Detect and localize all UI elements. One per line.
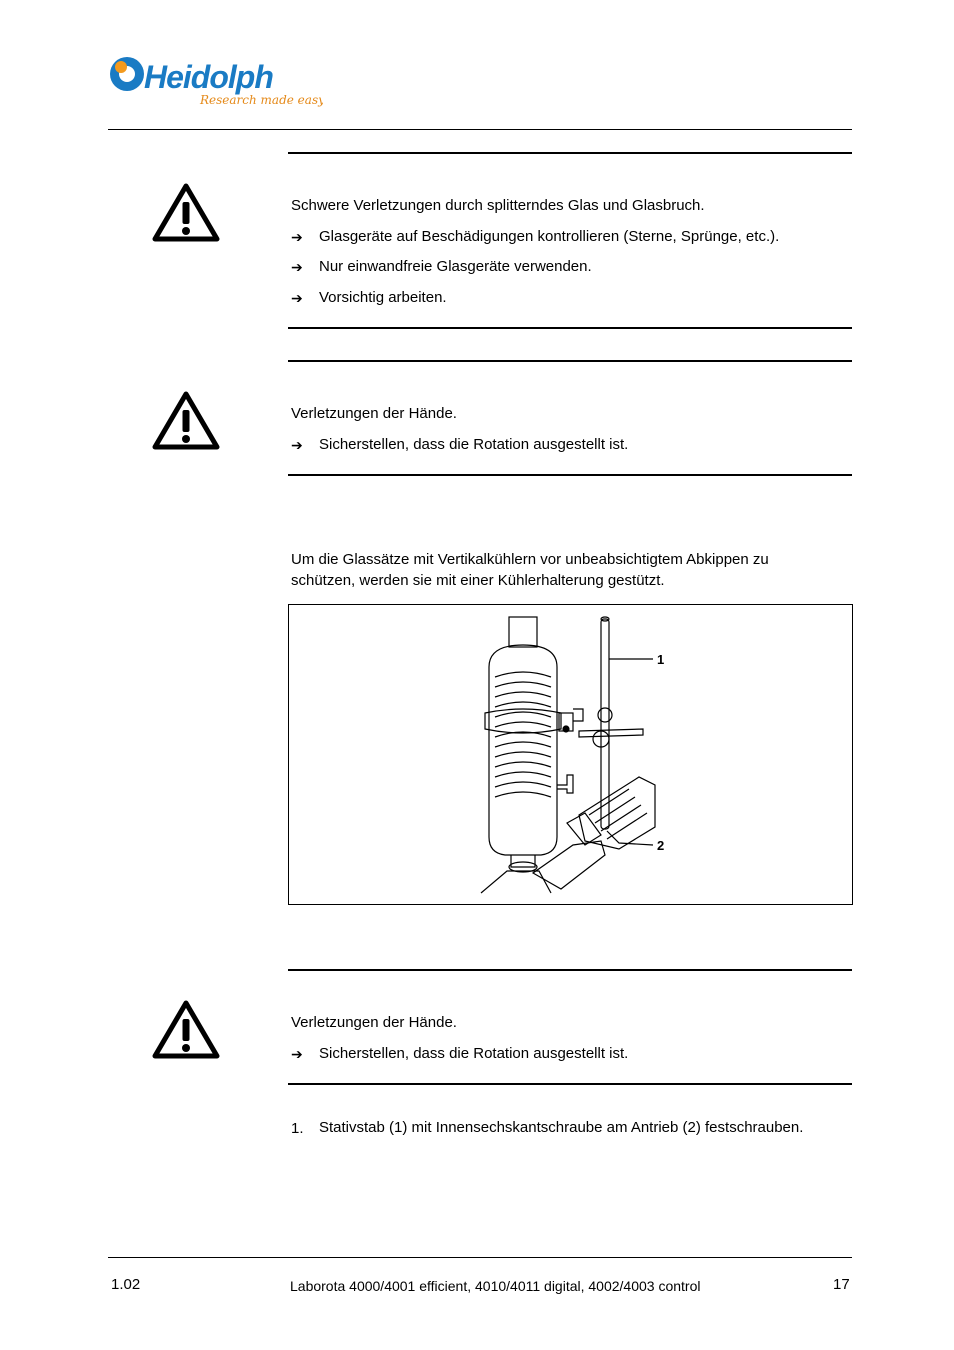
- warning-2-bottom-rule: [288, 474, 852, 476]
- warning-3-bottom-rule: [288, 1083, 852, 1085]
- warning-triangle-icon: [152, 390, 220, 450]
- callout-2-label: 2: [657, 838, 665, 853]
- header-divider: [108, 129, 852, 130]
- arrow-bullet-icon: ➔: [291, 259, 303, 275]
- warning-1-bullet-3: Vorsichtig arbeiten.: [319, 289, 447, 306]
- warning-triangle-icon: [152, 999, 220, 1059]
- intro-line-1: Um die Glassätze mit Vertikalkühlern vor unbeabsichtigtem Abkippen zu: [291, 551, 769, 568]
- warning-1-bullet-1: Glasgeräte auf Beschädigungen kontrollieren (Sterne, Sprünge, etc.).: [319, 228, 780, 245]
- warning-2-text: Verletzungen der Hände.: [291, 405, 457, 422]
- arrow-bullet-icon: ➔: [291, 437, 303, 453]
- warning-1-top-rule: [288, 152, 852, 154]
- step-1-text: Stativstab (1) mit Innensechskantschraube am Antrieb (2) festschrauben.: [319, 1119, 804, 1136]
- warning-3-text: Verletzungen der Hände.: [291, 1014, 457, 1031]
- warning-2-top-rule: [288, 360, 852, 362]
- arrow-bullet-icon: ➔: [291, 229, 303, 245]
- svg-text:Research made easy: Research made easy: [200, 93, 323, 107]
- arrow-bullet-icon: ➔: [291, 290, 303, 306]
- arrow-bullet-icon: ➔: [291, 1046, 303, 1062]
- condenser-holder-figure: [288, 604, 853, 905]
- heidolph-logo: [108, 50, 323, 112]
- warning-3-bullet-1: Sicherstellen, dass die Rotation ausgestellt ist.: [319, 1045, 629, 1062]
- footer-page-number: 17: [833, 1276, 850, 1293]
- step-1-number: 1.: [291, 1120, 304, 1137]
- warning-1-bullet-2: Nur einwandfreie Glasgeräte verwenden.: [319, 258, 592, 275]
- footer-product: Laborota 4000/4001 efficient, 4010/4011 digital, 4002/4003 control: [290, 1278, 701, 1294]
- warning-3-top-rule: [288, 969, 852, 971]
- callout-1-label: 1: [657, 652, 665, 667]
- warning-1-bottom-rule: [288, 327, 852, 329]
- warning-triangle-icon: [152, 182, 220, 242]
- svg-text:Heidolph: Heidolph: [144, 59, 273, 95]
- footer-divider: [108, 1257, 852, 1258]
- warning-1-text: Schwere Verletzungen durch splitterndes Glas und Glasbruch.: [291, 197, 705, 214]
- intro-line-2: schützen, werden sie mit einer Kühlerhalterung gestützt.: [291, 572, 665, 589]
- footer-version: 1.02: [111, 1276, 141, 1293]
- condenser-illustration: [289, 605, 852, 904]
- warning-2-bullet-1: Sicherstellen, dass die Rotation ausgestellt ist.: [319, 436, 629, 453]
